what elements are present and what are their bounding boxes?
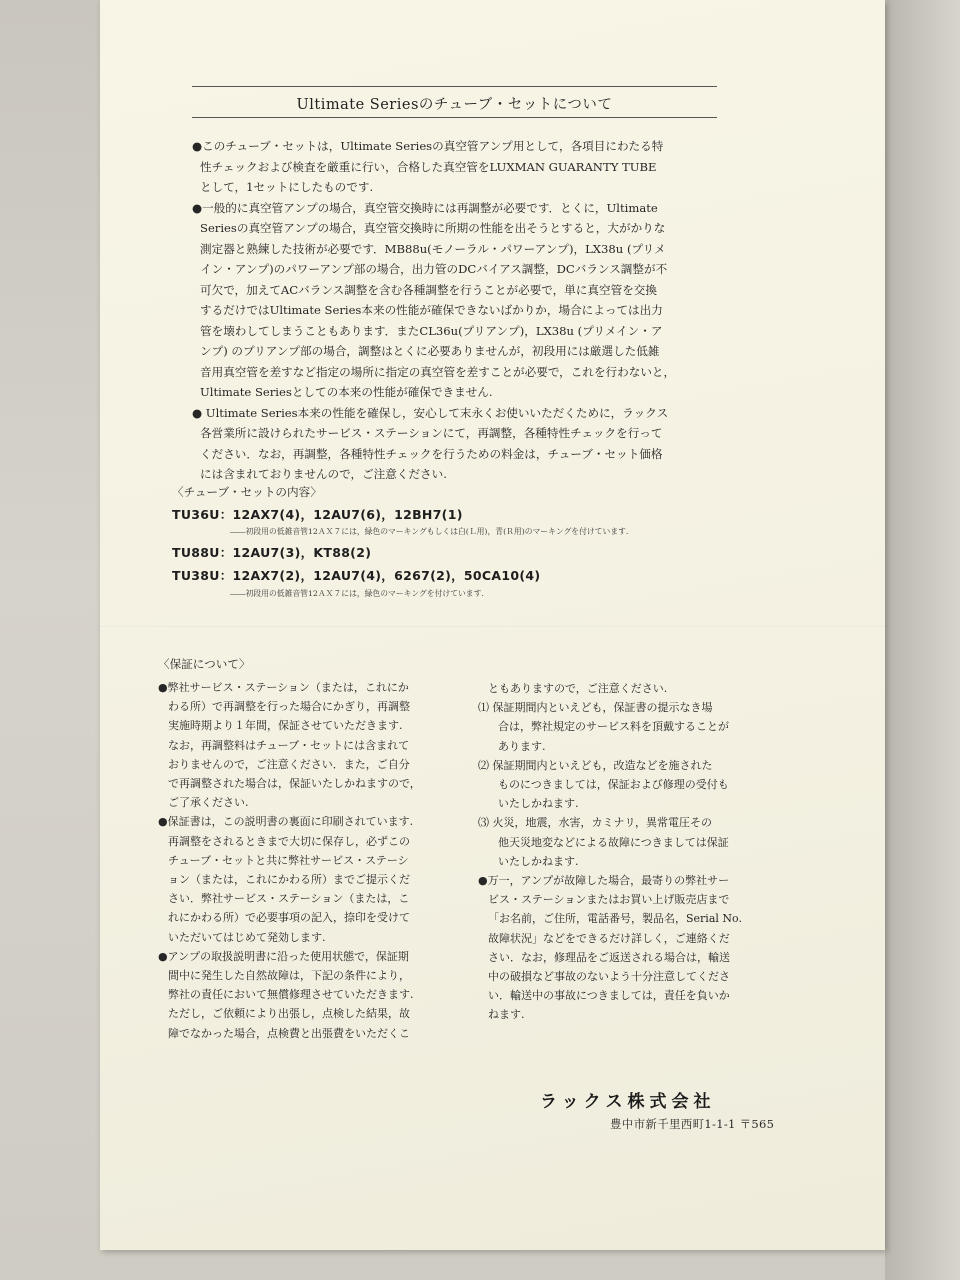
warranty-heading: 〈保証について〉 (158, 657, 251, 671)
text-line: Seriesの真空管アンプの場合，真空管交換時に所期の性能を出そうとすると，大がかりな (200, 221, 666, 235)
warranty-left-column (158, 678, 448, 1043)
warranty-right-column (478, 679, 768, 1025)
tube-set-row-tu88u: TU88U：12AU7(3)，KT88(2) (172, 545, 372, 560)
text-line: には含まれておりませんので，ご注意ください. (200, 467, 447, 481)
text-line: ください．なお，再調整，各種特性チェックを行うための料金は，チューブ・セット価格 (200, 446, 663, 461)
text-line: ビス・ステーションまたはお買い上げ販売店まで (488, 893, 730, 907)
text-line: い．輸送中の事故につきましては，責任を負いか (488, 989, 730, 1003)
text-line: れにかわる所）で必要事項の記入，捺印を受けて (168, 911, 410, 925)
tube-set-note-tu36u: ――初段用の低雑音管12ＡＸ７には，緑色のマーキングもしくは白(Ｌ用)，青(Ｒ用)のマーキングを付けています. (230, 527, 629, 536)
text-line: 中の破損など事故のないよう十分注意してくださ (488, 970, 730, 984)
text-line: ●このチューブ・セットは，Ultimate Seriesの真空管アンプ用として，各項目にわたる特 (192, 139, 664, 153)
document-sheet (100, 0, 885, 1250)
text-line: イン・アンプ)のパワーアンプ部の場合，出力管のDCバイアス調整，DCバランス調整が不 (200, 262, 668, 276)
text-line: 故障状況」などをできるだけ詳しく，ご連絡くだ (488, 931, 730, 945)
text-line: あります. (498, 739, 546, 753)
intro-text (192, 136, 720, 485)
text-line: ⑵ 保証期間内といえども，改造などを施された (478, 758, 713, 772)
text-line: するだけではUltimate Series本来の性能が確保できないばかりか，場合によっては出力 (200, 303, 663, 317)
text-line: 弊社の責任において無償修理させていただきます. (168, 988, 414, 1002)
document-title: Ultimate Seriesのチューブ・セットについて (296, 97, 613, 113)
text-line: ものにつきましては，保証および修理の受付も (498, 778, 729, 792)
text-line: チューブ・セットと共に弊社サービス・ステーシ (168, 853, 409, 867)
text-line: さい．弊社サービス・ステーション（または，こ (168, 892, 410, 906)
text-line: ともありますので，ご注意ください. (488, 682, 668, 695)
text-line: さい．なお，修理品をご返送される場合は，輸送 (488, 950, 730, 964)
text-line: 他天災地変などによる故障につきましては保証 (498, 835, 729, 849)
backdrop (885, 0, 960, 1280)
text-line: ねます. (488, 1008, 525, 1022)
tube-set-row-tu38u: TU38U：12AX7(2)，12AU7(4)，6267(2)，50CA10(4) (172, 568, 541, 583)
text-line: 間中に発生した自然故障は，下記の条件により， (168, 969, 410, 983)
text-line: 合は，弊社規定のサービス料を頂戴することが (498, 720, 729, 734)
text-line: わる所）で再調整を行った場合にかぎり，再調整 (168, 700, 410, 714)
text-line: ⑶ 火災，地震，水害，カミナリ，異常電圧その (478, 816, 712, 830)
tube-set-heading: 〈チューブ・セットの内容〉 (172, 485, 322, 499)
text-line: いたしかねます. (498, 854, 579, 868)
text-line: 再調整をされるときまで大切に保存し，必ずこの (168, 834, 410, 848)
tube-set-row-tu36u: TU36U：12AX7(4)，12AU7(6)，12BH7(1) (172, 507, 463, 522)
text-line: ●保証書は，この説明書の裏面に印刷されています. (158, 815, 414, 829)
paper-fold (100, 626, 885, 628)
text-line: で再調整された場合は，保証いたしかねますので， (168, 777, 421, 791)
text-line: 性チェックおよび検査を厳重に行い，合格した真空管をLUXMAN GUARANTY TUBE (200, 159, 657, 174)
text-line: ●弊社サービス・ステーション（または，これにか (158, 681, 409, 694)
text-line: 管を壊わしてしまうこともあります．またCL36u(プリアンプ)，LX38u (プリメイン・ア (200, 323, 663, 338)
company-address: 豊中市新千里西町1-1-1 〒565 (610, 1117, 775, 1131)
text-line: 測定器と熟練した技術が必要です．MB88u(モノーラル・パワーアンプ)，LX38u (プリメ (200, 241, 666, 256)
text-line: いたしかねます. (498, 797, 579, 811)
text-line: ただし，ご依頼により出張し，点検した結果，故 (168, 1007, 410, 1021)
text-line: ●一般的に真空管アンプの場合，真空管交換時には再調整が必要です．とくに，Ultimate (192, 200, 658, 215)
tube-set-note-tu38u: ――初段用の低雑音管12ＡＸ７には，緑色のマーキングを付けています. (230, 589, 484, 598)
text-line: ご了承ください. (168, 796, 249, 810)
text-line: として，1セットにしたものです. (200, 180, 374, 194)
text-line: なお，再調整料はチューブ・セットには含まれて (168, 738, 410, 752)
text-line: 可欠で，加えてACバランス調整を含む各種調整を行うことが必要で，単に真空管を交換 (200, 282, 657, 297)
text-line: 音用真空管を差すなど指定の場所に指定の真空管を差すことが必要で，これを行わないと， (200, 364, 676, 379)
text-line: ●万一，アンプが故障した場合，最寄りの弊社サー (478, 874, 730, 888)
text-line: おりませんので，ご注意ください．また，ご自分 (168, 757, 410, 771)
text-line: いただいてはじめて発効します. (168, 930, 326, 944)
company-name: ラックス株式会社 (540, 1092, 716, 1112)
text-line: 「お名前，ご住所，電話番号，製品名，Serial No. (488, 912, 742, 926)
text-line: 各営業所に設けられたサービス・ステーションにて，再調整，各種特性チェックを行って (200, 426, 663, 440)
text-line: ンプ) のプリアンプ部の場合，調整はとくに必要ありませんが，初段用には厳選した低雑 (200, 344, 660, 358)
text-line: ⑴ 保証期間内といえども，保証書の提示なき場 (478, 701, 713, 715)
text-line: ョン（または，これにかわる所）までご提示くだ (168, 873, 410, 887)
text-line: 実施時期より１年間，保証させていただきます. (168, 719, 403, 733)
text-line: ●アンプの取扱説明書に沿った使用状態で，保証期 (158, 949, 409, 963)
text-line: ● Ultimate Series本来の性能を確保し，安心して末永くお使いいただくために，ラックス (192, 405, 669, 420)
text-line: 障でなかった場合，点検費と出張費をいただくこ (168, 1026, 410, 1040)
title-box (192, 86, 717, 118)
text-line: Ultimate Seriesとしての本来の性能が確保できません. (200, 385, 493, 399)
